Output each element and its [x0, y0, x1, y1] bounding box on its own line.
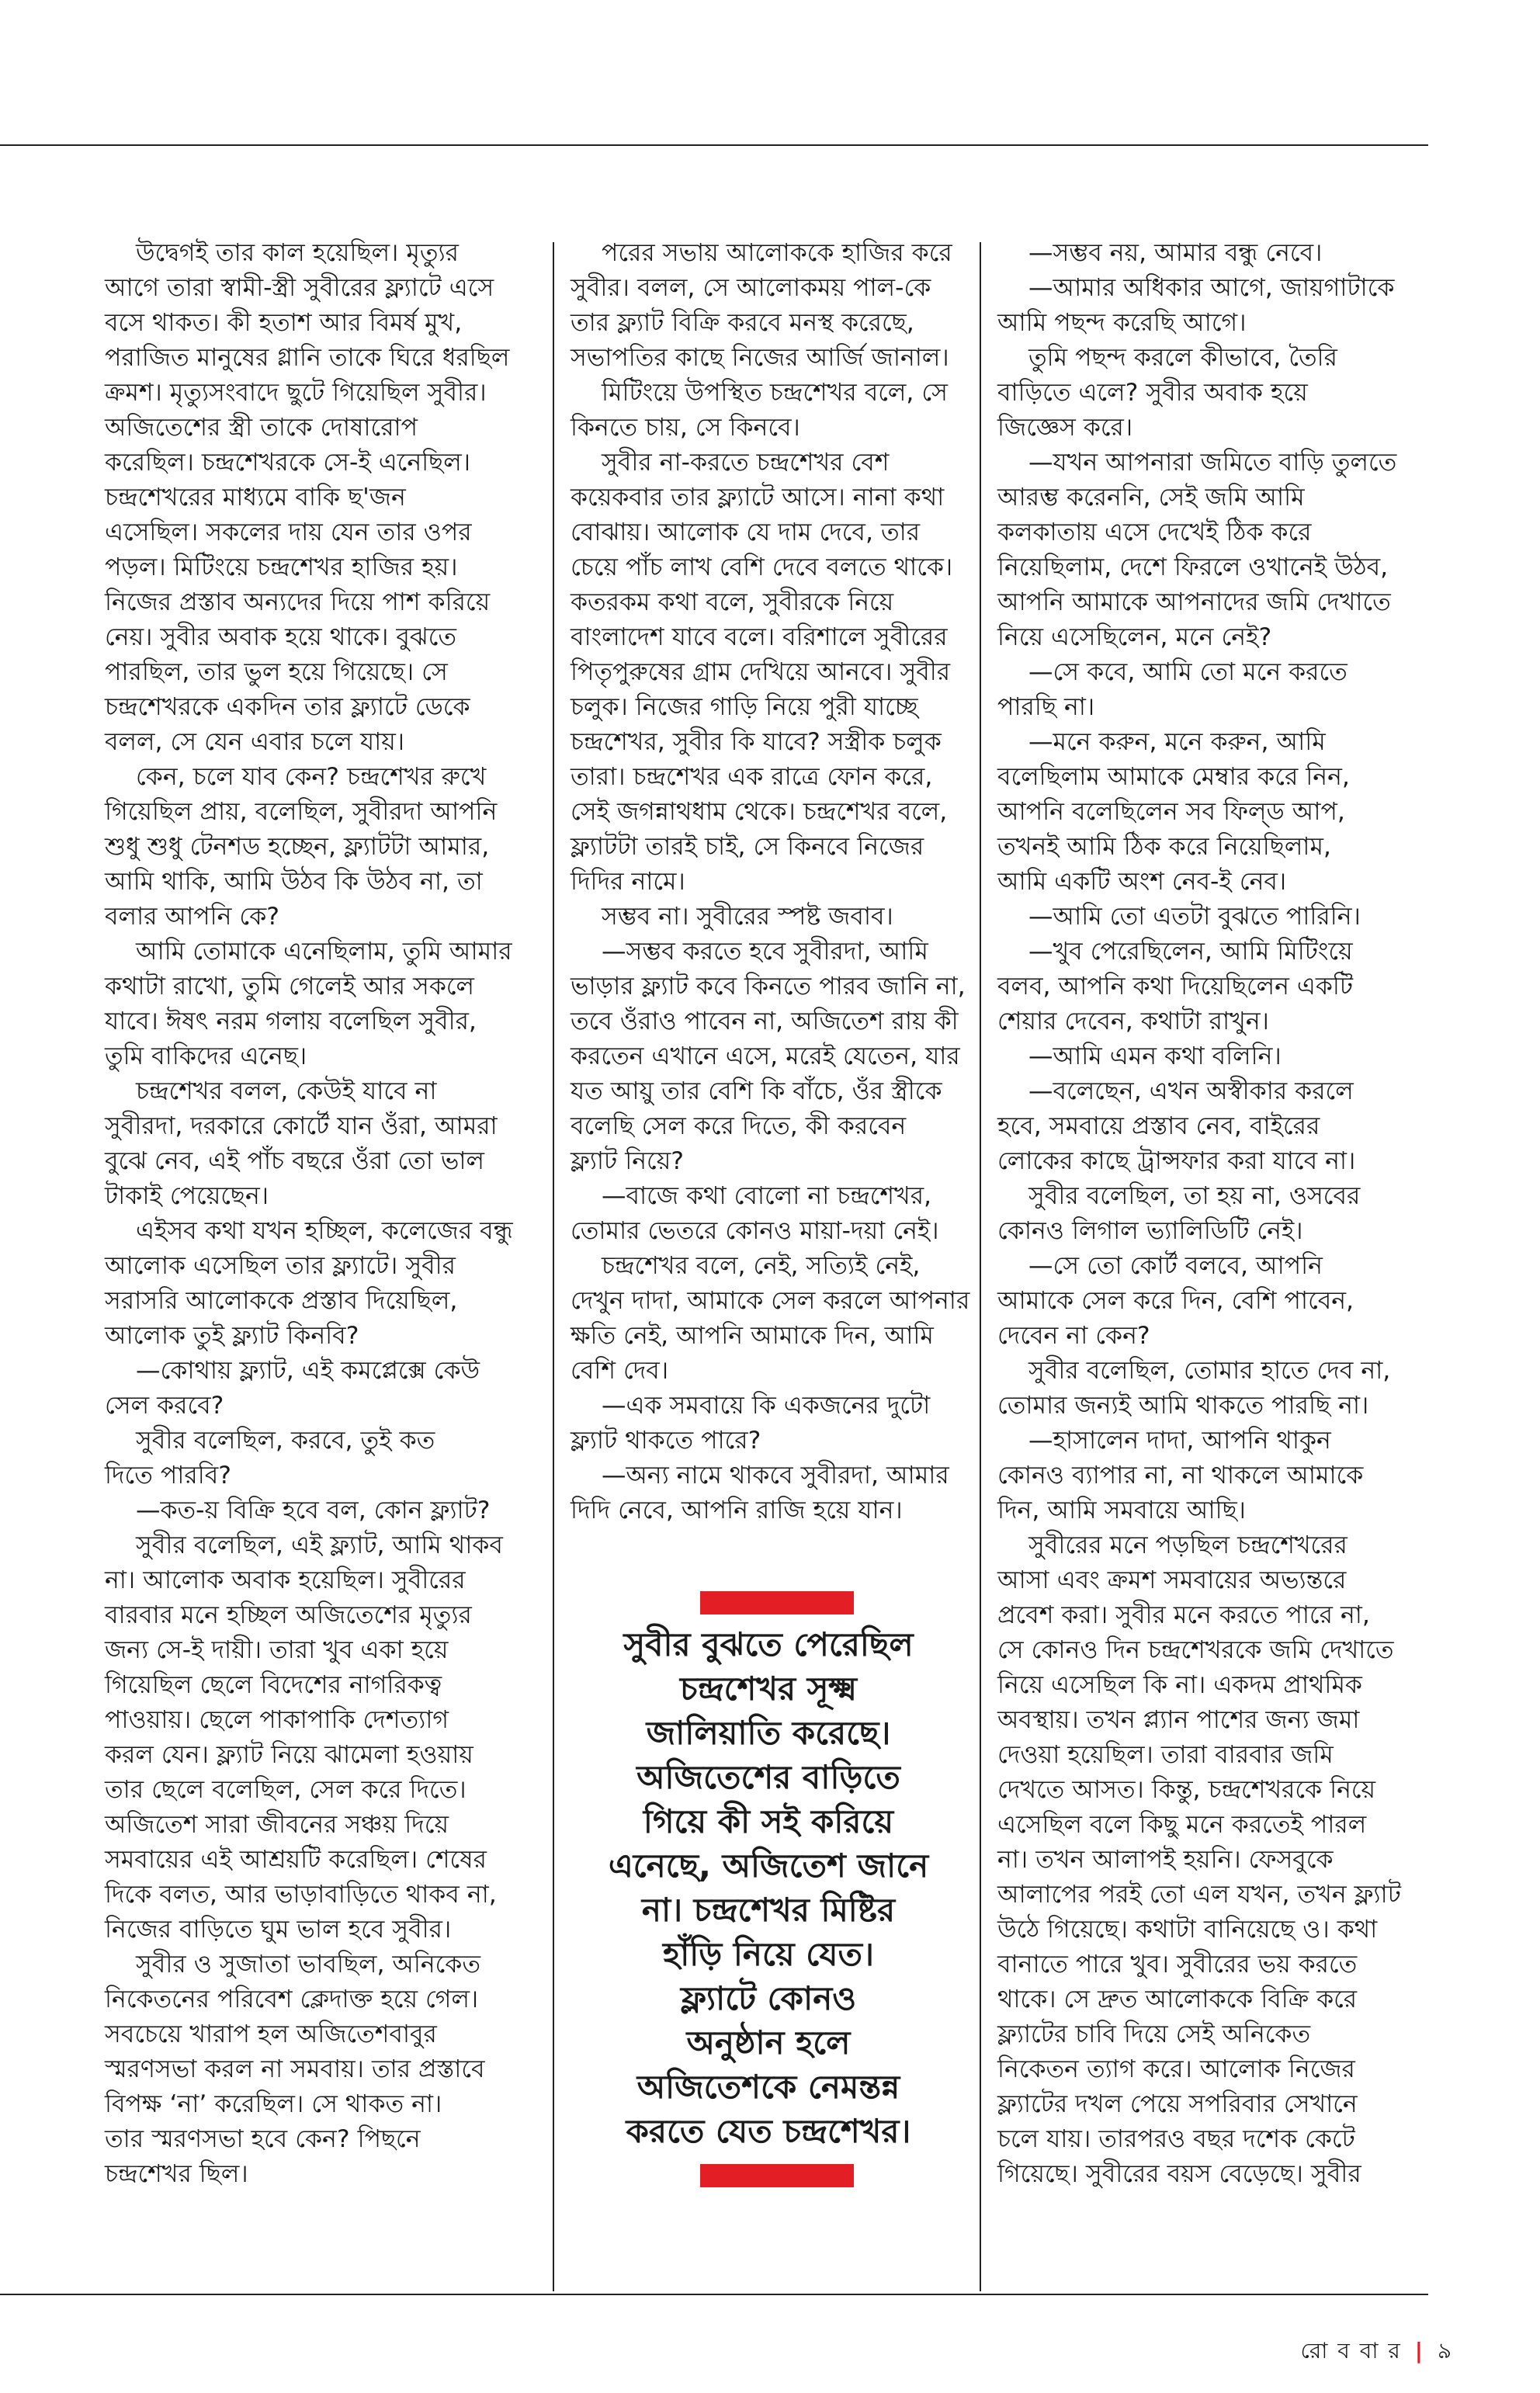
text-line: উঠে গিয়েছে। কথাটা বানিয়েছে ও। কথা [997, 1916, 1378, 1944]
text-line: সভাপতির কাছে নিজের আর্জি জানাল। [571, 344, 949, 372]
text-line: সেই জগন্নাথধাম থেকে। চন্দ্রশেখর বলে, [571, 798, 948, 826]
text-line: পাওয়ায়। ছেলে পাকাপাকি দেশত্যাগ [105, 1706, 449, 1734]
text-line: জন্য সে-ই দায়ী। তারা খুব একা হয়ে [105, 1636, 449, 1664]
text-line: নিজের বাড়িতে ঘুম ভাল হবে সুবীর। [105, 1916, 452, 1944]
page-number: ৯ [1437, 2338, 1453, 2364]
text-line: সুবীরের মনে পড়ছিল চন্দ্রশেখরের [1028, 1531, 1348, 1559]
text-line: ফ্ল্যাটের দখল পেয়ে সপরিবার সেখানে [997, 2090, 1358, 2118]
text-line: —কত-য় বিক্রি হবে বল, কোন ফ্ল্যাট? [136, 1496, 491, 1524]
text-line: আমি একটি অংশ নেব-ই নেব। [997, 868, 1287, 896]
text-line: কোনও ব্যাপার না, না থাকলে আমাকে [997, 1462, 1364, 1490]
text-line: জিজ্ঞেস করে। [997, 414, 1133, 442]
text-line: নেয়। সুবীর অবাক হয়ে থাকে। বুঝতে [105, 623, 457, 651]
text-line: সুবীর বলেছিল, এই ফ্ল্যাট, আমি থাকব [136, 1531, 503, 1559]
text-line: তোমার ভেতরে কোনও মায়া-দয়া নেই। [571, 1217, 939, 1245]
pullquote [567, 1622, 970, 2153]
text-line: লোকের কাছে ট্রান্সফার করা যাবে না। [997, 1147, 1356, 1175]
text-line: —সম্ভব করতে হবে সুবীরদা, আমি [602, 938, 928, 966]
footer-separator: | [1414, 2338, 1424, 2364]
text-line: অজিতেশ সারা জীবনের সঞ্চয় দিয়ে [105, 1811, 449, 1839]
text-line: তুমি পছন্দ করলে কীভাবে, তৈরি [1028, 344, 1337, 372]
magazine-name: রো ব বা র [1300, 2338, 1402, 2364]
text-line: সে কোনও দিন চন্দ্রশেখরকে জমি দেখাতে [997, 1636, 1394, 1664]
text-line: সুবীর ও সুজাতা ভাবছিল, অনিকেত [136, 1951, 480, 1979]
text-line: না। আলোক অবাক হয়েছিল। সুবীরের [105, 1566, 466, 1594]
text-line: টাকাই পেয়েছেন। [105, 1182, 269, 1210]
text-line: ফ্ল্যাট থাকতে পারে? [571, 1427, 761, 1455]
text-line: —হাসালেন দাদা, আপনি থাকুন [1028, 1427, 1331, 1455]
text-line: বলার আপনি কে? [105, 903, 279, 931]
text-line: বুঝে নেব, এই পাঁচ বছরে ওঁরা তো ভাল [105, 1147, 484, 1175]
text-line: প্রবেশ করা। সুবীর মনে করতে পারে না, [997, 1601, 1370, 1629]
text-line: তার ফ্ল্যাট বিক্রি করবে মনস্থ করেছে, [571, 309, 914, 337]
text-line: ফ্ল্যাট নিয়ে? [571, 1147, 684, 1175]
article-column-2 [571, 236, 974, 1528]
pullquote-line: এনেছে, অজিতেশ জানে [608, 1847, 929, 1885]
text-line: দিন, আমি সমবায়ে আছি। [997, 1496, 1246, 1524]
text-line: —আমি এমন কথা বলিনি। [1028, 1042, 1282, 1070]
text-line: সবচেয়ে খারাপ হল অজিতেশবাবুর [105, 2020, 437, 2048]
pullquote-line: অনুষ্ঠান হলে [686, 2024, 851, 2062]
pullquote-line: না। চন্দ্রশেখর মিষ্টির [641, 1891, 896, 1929]
text-line: দেওয়া হয়েছিল। তারা বারবার জমি [997, 1741, 1334, 1769]
text-line: পারছি না। [997, 693, 1095, 721]
text-line: নিকেতন ত্যাগ করে। আলোক নিজের [997, 2055, 1355, 2083]
text-line: —আমার অধিকার আগে, জায়গাটাকে [1028, 274, 1395, 302]
text-line: শেয়ার দেবেন, কথাটা রাখুন। [997, 1007, 1269, 1035]
text-line: বলেছিলাম আমাকে মেম্বার করে নিন, [997, 763, 1350, 791]
pullquote-line: হাঁড়ি নিয়ে যেত। [663, 1935, 874, 1973]
pullquote-line: গিয়ে কী সই করিয়ে [643, 1802, 894, 1840]
text-line: বিপক্ষ ‘না’ করেছিল। সে থাকত না। [105, 2090, 442, 2118]
pullquote-line: ফ্ল্যাটে কোনও [680, 1979, 857, 2017]
text-line: —মনে করুন, মনে করুন, আমি [1028, 728, 1326, 756]
text-line: তার ছেলে বলেছিল, সেল করে দিতে। [105, 1776, 467, 1804]
text-line: গিয়েছিল ছেলে বিদেশের নাগরিকত্ব [105, 1671, 442, 1699]
text-line: চলুক। নিজের গাড়ি নিয়ে পুরী যাচ্ছে [571, 693, 918, 721]
text-line: কথাটা রাখো, তুমি গেলেই আর সকলে [105, 973, 475, 1001]
text-line: তার স্মরণসভা হবে কেন? পিছনে [105, 2125, 421, 2153]
text-line: —খুব পেরেছিলেন, আমি মিটিংয়ে [1028, 938, 1353, 966]
text-line: হবে, সমবায়ে প্রস্তাব নেব, বাইরের [997, 1112, 1320, 1140]
text-line: কতরকম কথা বলে, সুবীরকে নিয়ে [571, 588, 894, 616]
text-line: সুবীর বলেছিল, করবে, তুই কত [136, 1427, 435, 1455]
text-line: পড়ল। মিটিংয়ে চন্দ্রশেখর হাজির হয়। [105, 553, 458, 581]
top-rule [0, 144, 1428, 146]
text-line: চন্দ্রশেখরের মাধ্যমে বাকি ছ'জন [105, 484, 406, 512]
text-line: —বাজে কথা বোলো না চন্দ্রশেখর, [602, 1182, 932, 1210]
text-line: —অন্য নামে থাকবে সুবীরদা, আমার [602, 1462, 949, 1490]
text-line: চন্দ্রশেখর বলল, কেউই যাবে না [136, 1077, 437, 1105]
text-line: গিয়েছিল প্রায়, বলেছিল, সুবীরদা আপনি [105, 798, 498, 826]
text-line: ফ্ল্যাটটা তারই চাই, সে কিনবে নিজের [571, 833, 924, 861]
text-line: সুবীর বলেছিল, তোমার হাতে দেব না, [1028, 1357, 1391, 1385]
text-line: সমবায়ের এই আশ্রয়টি করেছিল। শেষের [105, 1846, 487, 1874]
text-line: দিতে পারবি? [105, 1462, 231, 1490]
text-line: আলোক এসেছিল তার ফ্ল্যাটে। সুবীর [105, 1252, 456, 1280]
text-line: বসে থাকত। কী হতাশ আর বিমর্ষ মুখ, [105, 309, 463, 337]
text-line: —এক সমবায়ে কি একজনের দুটো [602, 1392, 931, 1420]
bottom-rule [0, 2294, 1428, 2295]
text-line: সরাসরি আলোককে প্রস্তাব দিয়েছিল, [105, 1287, 458, 1315]
text-line: কোনও লিগাল ভ্যালিডিটি নেই। [997, 1217, 1303, 1245]
text-line: নিকেতনের পরিবেশ ক্লেদাক্ত হয়ে গেল। [105, 1985, 479, 2013]
text-line: যত আয়ু তার বেশি কি বাঁচে, ওঁর স্ত্রীকে [571, 1077, 942, 1105]
text-line: পরাজিত মানুষের গ্লানি তাকে ঘিরে ধরছিল [105, 344, 510, 372]
text-line: নিয়ে এসেছিল কি না। একদম প্রাথমিক [997, 1671, 1362, 1699]
text-line: অবস্থায়। তখন প্ল্যান পাশের জন্য জমা [997, 1706, 1360, 1734]
text-line: —যখন আপনারা জমিতে বাড়ি তুলতে [1028, 449, 1397, 477]
text-line: চন্দ্রশেখর, সুবীর কি যাবে? সস্ত্রীক চলুক [571, 728, 942, 756]
text-line: দিদির নামে। [571, 868, 685, 896]
text-line: পরের সভায় আলোককে হাজির করে [602, 239, 952, 267]
pullquote-bottom-bar [700, 2164, 854, 2187]
text-line: থাকে। সে দ্রুত আলোককে বিক্রি করে [997, 1985, 1358, 2013]
text-line: স্মরণসভা করল না সমবায়। তার প্রস্তাবে [105, 2055, 485, 2083]
text-line: আমি থাকি, আমি উঠব কি উঠব না, তা [105, 868, 483, 896]
text-line: তুমি বাকিদের এনেছ। [105, 1042, 307, 1070]
pullquote-line: করতে যেত চন্দ্রশেখর। [626, 2112, 911, 2150]
text-line: নিয়েছিলাম, দেশে ফিরলে ওখানেই উঠব, [997, 553, 1389, 581]
text-line: দিদি নেবে, আপনি রাজি হয়ে যান। [571, 1496, 903, 1524]
article-column-3 [997, 236, 1432, 2192]
text-line: শুধু শুধু টেনশড হচ্ছেন, ফ্ল্যাটটা আমার, [105, 833, 490, 861]
text-line: চন্দ্রশেখর বলে, নেই, সত্যিই নেই, [602, 1252, 921, 1280]
text-line: আপনি বলেছিলেন সব ফিল্‌ড আপ, [997, 798, 1345, 826]
text-line: করল যেন। ফ্ল্যাট নিয়ে ঝামেলা হওয়ায় [105, 1741, 473, 1769]
text-line: চন্দ্রশেখর ছিল। [105, 2160, 248, 2188]
text-line: আলোক তুই ফ্ল্যাট কিনবি? [105, 1322, 359, 1350]
text-line: —কোথায় ফ্ল্যাট, এই কমপ্লেক্সে কেউ [136, 1357, 480, 1385]
text-line: চন্দ্রশেখরকে একদিন তার ফ্ল্যাটে ডেকে [105, 693, 470, 721]
text-line: মিটিংয়ে উপস্থিত চন্দ্রশেখর বলে, সে [602, 379, 948, 407]
text-line: সুবীর। বলল, সে আলোকময় পাল-কে [571, 274, 931, 302]
text-line: —সম্ভব নয়, আমার বন্ধু নেবে। [1028, 239, 1323, 267]
text-line: আমি পছন্দ করেছি আগে। [997, 309, 1247, 337]
text-line: ফ্ল্যাটের চাবি দিয়ে সেই অনিকেত [997, 2020, 1311, 2048]
text-line: সুবীরদা, দরকারে কোর্টে যান ওঁরা, আমরা [105, 1112, 498, 1140]
text-line: —সে তো কোর্ট বলবে, আপনি [1028, 1252, 1323, 1280]
text-line: ক্ষতি নেই, আপনি আমাকে দিন, আমি [571, 1322, 934, 1350]
text-line: যাবে। ঈষৎ নরম গলায় বলেছিল সুবীর, [105, 1007, 477, 1035]
text-line: বাংলাদেশ যাবে বলে। বরিশালে সুবীরের [571, 623, 948, 651]
text-line: না। তখন আলাপই হয়নি। ফেসবুকে [997, 1846, 1334, 1874]
text-line: বারবার মনে হচ্ছিল অজিতেশের মৃত্যুর [105, 1601, 472, 1629]
text-line: বলব, আপনি কথা দিয়েছিলেন একটি [997, 973, 1354, 1001]
text-line: —সে কবে, আমি তো মনে করতে [1028, 658, 1348, 686]
text-line: বোঝায়। আলোক যে দাম দেবে, তার [571, 518, 921, 546]
text-line: আপনি আমাকে আপনাদের জমি দেখাতে [997, 588, 1391, 616]
text-line: অজিতেশের স্ত্রী তাকে দোষারোপ [105, 414, 418, 442]
column-divider-2 [980, 242, 981, 2291]
text-line: ভাড়ার ফ্ল্যাট কবে কিনতে পারব জানি না, [571, 973, 966, 1001]
text-line: বলল, সে যেন এবার চলে যায়। [105, 728, 405, 756]
text-line: আলাপের পরই তো এল যখন, তখন ফ্ল্যাট [997, 1881, 1401, 1909]
pullquote-line: চন্দ্রশেখর সূক্ষ্ম [680, 1670, 857, 1708]
text-line: নিজের প্রস্তাব অন্যদের দিয়ে পাশ করিয়ে [105, 588, 491, 616]
text-line: এইসব কথা যখন হচ্ছিল, কলেজের বন্ধু [136, 1217, 513, 1245]
text-line: সম্ভব না। সুবীরের স্পষ্ট জবাব। [602, 903, 893, 931]
pullquote-line: অজিতেশের বাড়িতে [636, 1758, 900, 1796]
text-line: সুবীর বলেছিল, তা হয় না, ওসবের [1028, 1182, 1361, 1210]
text-line: ক্রমশ। মৃত্যুসংবাদে ছুটে গিয়েছিল সুবীর। [105, 379, 487, 407]
text-line: আসা এবং ক্রমশ সমবায়ের অভ্যন্তরে [997, 1566, 1347, 1594]
text-line: পিতৃপুরুষের গ্রাম দেখিয়ে আনবে। সুবীর [571, 658, 951, 686]
text-line: তখনই আমি ঠিক করে নিয়েছিলাম, [997, 833, 1331, 861]
text-line: এসেছিল। সকলের দায় যেন তার ওপর [105, 518, 472, 546]
text-line: করতেন এখানে এসে, মরেই যেতেন, যার [571, 1042, 960, 1070]
page-footer [1301, 2334, 1454, 2370]
text-line: উদ্বেগই তার কাল হয়েছিল। মৃত্যুর [136, 239, 459, 267]
text-line: কলকাতায় এসে দেখেই ঠিক করে [997, 518, 1312, 546]
pullquote-line: সুবীর বুঝতে পেরেছিল [623, 1625, 914, 1663]
text-line: আরম্ভ করেননি, সেই জমি আমি [997, 484, 1305, 512]
text-line: —আমি তো এতটা বুঝতে পারিনি। [1028, 903, 1361, 931]
text-line: বলেছি সেল করে দিতে, কী করবেন [571, 1112, 907, 1140]
text-line: চলে যায়। তারপরও বছর দশেক কেটে [997, 2125, 1355, 2153]
text-line: কয়েকবার তার ফ্ল্যাটে আসে। নানা কথা [571, 484, 945, 512]
text-line: এসেছিল বলে কিছু মনে করতেই পারল [997, 1811, 1367, 1839]
text-line: —বলেছেন, এখন অস্বীকার করলে [1028, 1077, 1354, 1105]
text-line: করেছিল। চন্দ্রশেখরকে সে-ই এনেছিল। [105, 449, 470, 477]
text-line: তারা। চন্দ্রশেখর এক রাত্রে ফোন করে, [571, 763, 933, 791]
text-line: পারছিল, তার ভুল হয়ে গিয়েছে। সে [105, 658, 448, 686]
column-divider-1 [553, 242, 554, 2291]
text-line: নিয়ে এসেছিলেন, মনে নেই? [997, 623, 1272, 651]
text-line: আমাকে সেল করে দিন, বেশি পাবেন, [997, 1287, 1354, 1315]
text-line: আগে তারা স্বামী-স্ত্রী সুবীরের ফ্ল্যাটে এসে [105, 274, 494, 302]
text-line: বেশি দেব। [571, 1357, 669, 1385]
text-line: তবে ওঁরাও পাবেন না, অজিতেশ রায় কী [571, 1007, 959, 1035]
text-line: সেল করবে? [105, 1392, 224, 1420]
pullquote-line: অজিতেশকে নেমন্তন্ন [636, 2068, 900, 2106]
text-line: দেখতে আসত। কিন্তু, চন্দ্রশেখরকে নিয়ে [997, 1776, 1376, 1804]
text-line: কেন, চলে যাব কেন? চন্দ্রশেখর রুখে [136, 763, 487, 791]
pullquote-top-bar [700, 1591, 854, 1614]
text-line: তোমার জন্যই আমি থাকতে পারছি না। [997, 1392, 1369, 1420]
article-column-1 [105, 236, 524, 2192]
text-line: দেবেন না কেন? [997, 1322, 1150, 1350]
text-line: বাড়িতে এলে? সুবীর অবাক হয়ে [997, 379, 1308, 407]
text-line: দেখুন দাদা, আমাকে সেল করলে আপনার [571, 1287, 970, 1315]
text-line: আমি তোমাকে এনেছিলাম, তুমি আমার [136, 938, 512, 966]
text-line: দিকে বলত, আর ভাড়াবাড়িতে থাকব না, [105, 1881, 497, 1909]
pullquote-line: জালিয়াতি করেছে। [646, 1714, 891, 1752]
text-line: গিয়েছে। সুবীরের বয়স বেড়েছে। সুবীর [997, 2160, 1361, 2188]
text-line: বানাতে পারে খুব। সুবীরের ভয় করতে [997, 1951, 1358, 1979]
text-line: সুবীর না-করতে চন্দ্রশেখর বেশ [602, 449, 890, 477]
text-line: কিনতে চায়, সে কিনবে। [571, 414, 800, 442]
text-line: চেয়ে পাঁচ লাখ বেশি দেবে বলতে থাকে। [571, 553, 953, 581]
